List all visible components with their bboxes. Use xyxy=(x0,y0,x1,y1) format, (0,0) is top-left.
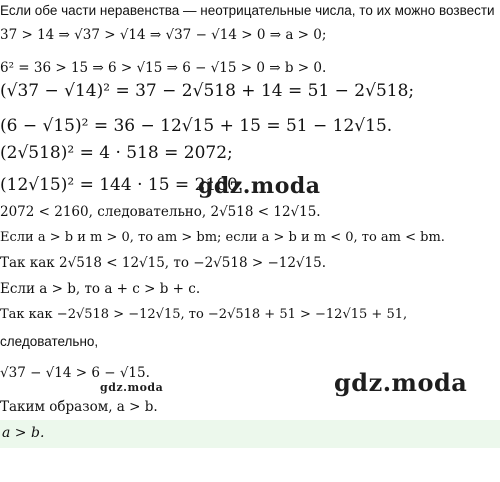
math-line-12: Так как −2√518 > −12√15, то −2√518 + 51 > −12√15 + 51, xyxy=(0,307,408,322)
text-line-13: следовательно, xyxy=(0,334,99,349)
watermark-2: gdz.moda xyxy=(100,381,164,394)
math-line-15: Таким образом, a > b. xyxy=(0,399,158,415)
math-line-14: √37 − √14 > 6 − √15. xyxy=(0,365,150,381)
math-line-2: 37 > 14 ⇒ √37 > √14 ⇒ √37 − √14 > 0 ⇒ a > 0; xyxy=(0,27,327,43)
math-line-9: Если a > b и m > 0, то am > bm; если a > b и m < 0, то am < bm. xyxy=(0,230,445,245)
answer-box xyxy=(0,420,500,448)
watermark-3: gdz.moda xyxy=(334,368,468,397)
answer-text: a > b. xyxy=(2,425,45,441)
math-line-3: 6² = 36 > 15 ⇒ 6 > √15 ⇒ 6 − √15 > 0 ⇒ b > 0. xyxy=(0,60,327,76)
math-line-7: (12√15)² = 144 · 15 = 2160. xyxy=(0,175,244,195)
math-line-6: (2√518)² = 4 · 518 = 2072; xyxy=(0,143,233,163)
watermark-1: gdz.moda xyxy=(198,173,321,199)
math-line-8: 2072 < 2160, следовательно, 2√518 < 12√15. xyxy=(0,204,321,220)
math-line-5: (6 − √15)² = 36 − 12√15 + 15 = 51 − 12√15. xyxy=(0,116,393,136)
math-line-4: (√37 − √14)² = 37 − 2√518 + 14 = 51 − 2√518; xyxy=(0,81,415,101)
text-line-1: Если обе части неравенства — неотрицательные числа, то их можно возвести xyxy=(0,3,495,18)
math-line-11: Если a > b, то a + c > b + c. xyxy=(0,281,201,297)
math-line-10: Так как 2√518 < 12√15, то −2√518 > −12√15. xyxy=(0,255,327,271)
